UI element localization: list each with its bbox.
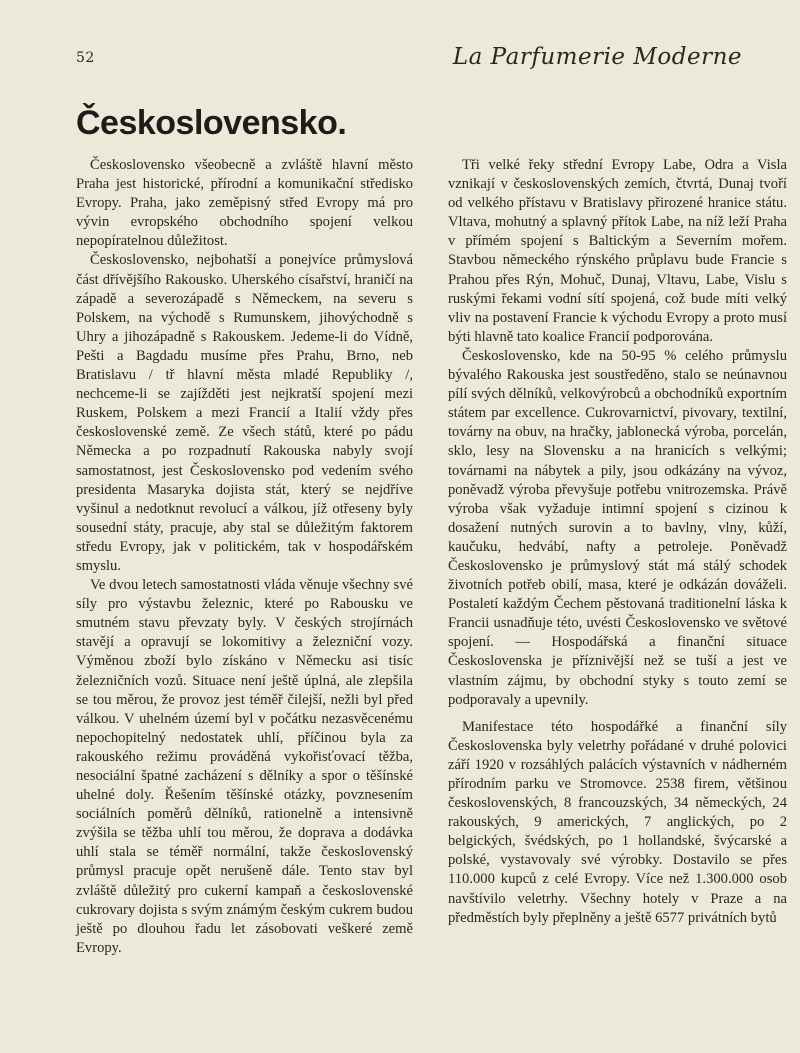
paragraph: Manifestace této hospodářké a finanční síly Československa byly veletrhy pořádané v druhé polovici září 1920 v rozsáhlých palácích výstavních v nádherném přírodním parku ve Stromovce. 2538 firem, většinou československých, 8 francouzských, 34 německých, 24 rakouských, 9 amerických, 7 anglických, po 2 belgických, švédských, po 1 hollandské, švýcarské a polské, vystavovaly své výrobky. Dostavilo se přes 110.000 kupců z celé Evropy. Více než 1.300.000 osob navštívilo veletrhy. Všechny hotely v Praze a na předměstích byly přeplněny a ještě 6577 privátních bytů (448, 718, 787, 926)
page-number: 52 (76, 50, 95, 66)
journal-title: La Parfumerie Moderne (452, 44, 742, 70)
paragraph-gap (448, 710, 787, 718)
article-title: Československo. (76, 104, 347, 142)
paragraph: Československo, kde na 50-95 % celého průmyslu bývalého Rakouska jest soustředěno, stalo se neúnavnou pílí svých dělníků, velkovýrobců a obchodníků exportním státem par excellence. Cukrovarnictví, pivovary, textilní, továrny na obuv, na hračky, jablonecká výroba, porcelán, sklo, lesy na Slovensku a na hranicích s velkými; továrnami na nábytek a pily, jsou odkázány na vývoz, poněvadž výroba převyšuje potřebu vnitrozemska. Právě výroba však vyžaduje intimní spojení s cizinou k dosažení nutných surovin a to bavlny, vlny, kůží, kaučuku, hedvábí, nafty a petroleje. Poněvadž Československo je průmyslový stát má stálý schodek životních potřeb obilí, masa, které je odkázán dováželi. Postaletí každým Čechem pěstovaná traditionelní láska k Francii usnadňuje této, uvésti Československo ve světové spojení. — Hospodářská a finanční situace Československa je příznivější než se tuší a jest ve vlastním zájmu, by obchodní styky s touto zemí se podporavaly a upevnily. (448, 347, 787, 708)
paragraph: Tři velké řeky střední Evropy Labe, Odra a Visla vznikají v československých zemích, čtvrtá, Dunaj tvoří od velkého přístavu v Bratislavy přirozené hranice státu. Vltava, mohutný a splavný přítok Labe, na níž leží Praha v přímém spojení s Baltickým a Severním mořem. Stavbou německého rýnského průplavu bude Francie s Prahou přes Rýn, Mohuč, Dunaj, Vltavu, Labe, Vislu s ruskými řekami vodní sítí spojená, což bude míti velký vliv na postavení Francie k východu Evropy a proto musí býti hlavně tato koalice Francií podporována. (448, 157, 787, 345)
right-column (448, 156, 787, 928)
left-column (76, 156, 413, 958)
paragraph: Československo, nejbohatší a ponejvíce průmyslová část dřívějšího Rakousko. Uherského císařství, hraničí na západě a severozápadě s Německem, na severu s Polskem, na východě s Rumunskem, jihovýchodně s Uhry a jihozápadně s Rakouskem. Jedeme-li do Vídně, Pešti a Bagdadu musíme přes Prahu, Brno, neb Bratislavu / tř hlavní města mladé Republiky /, nechceme-li se zajížděti jest nejkratší spojení mezi Ruskem, Polskem a mezi Francií a Italií vždy přes československé země. Ze všech států, které po pádu Německa a po rozpadnutí Rakouska nabyly svojí samostatnost, jest Československo pod vedením svého presidenta Masaryka dojista stát, který se nejdříve vyšinul a nedotknut revolucí a válkou, jíž otřeseny byly sousední státy, pracuje, aby stal se důležitým faktorem středu Evropy, jak v politickém, tak v hospodářském smyslu. (76, 252, 413, 574)
paragraph: Ve dvou letech samostatnosti vláda věnuje všechny své síly pro výstavbu železnic, které po Rabousku ve smutném stavu převzaty byly. V českých strojírnách stavějí a opravují se lokomitivy a železniční vozy. Výměnou zboží bylo získáno v Německu asi tisíc železničních vozů. Situace není ještě úplná, ale zlepšila se tou měrou, že provoz jest téměř čilejší, nežli byl před válkou. V uhelném území byl v počátku nezasvěcenému nepochopitelný nedostatek uhlí, příčinou byla za rakouského režimu prováděná vykořisťovací těžba, nesociální špatné zacházení s dělníky a spor o těšínské uhelné doly. Řešením těšínské otázky, povznesením sociálních poměrů dělníků, rationelně a intensivně zvýšila se těžba uhlí tou měrou, že doprava a dodávka uhlí stala se téměř normální, takže československý průmysl pracuje opět nerušeně dále. Tento stav byl zvláště důležitý pro cukerní kampaň a československé cukrovary dojista s svým známým českým cukrem budou ještě po dlouhou řadu let zásobovati veškeré země Evropy. (76, 577, 413, 956)
paragraph: Československo všeobecně a zvláště hlavní město Praha jest historické, přírodní a komunikační středisko Evropy. Praha, jako zeměpisný střed Evropy má pro vývin evropského obchodního spojení velkou nepopíratelnou důležitost. (76, 157, 413, 250)
